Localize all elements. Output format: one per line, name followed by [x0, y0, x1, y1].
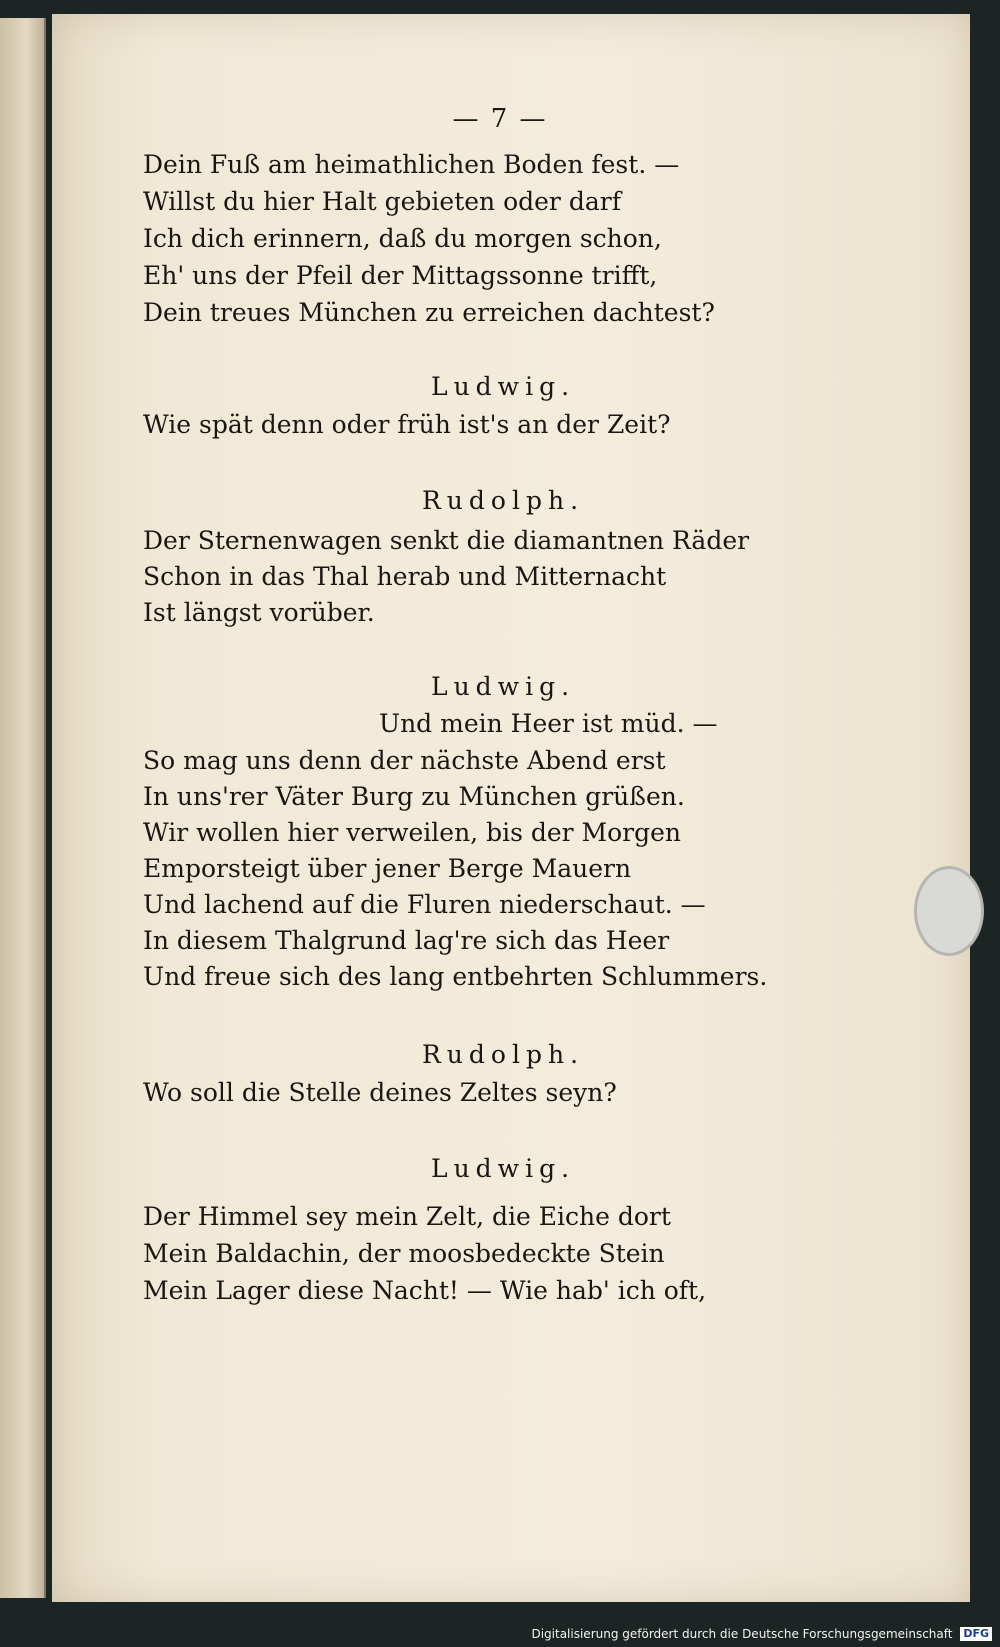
verse-line: Willst du hier Halt gebieten oder darf — [143, 187, 621, 216]
page-edge-blemish — [914, 866, 984, 956]
verse-line: In uns'rer Väter Burg zu München grüßen. — [143, 782, 685, 811]
verse-line: Dein treues München zu erreichen dachtest? — [143, 298, 715, 327]
verse-line: Dein Fuß am heimathlichen Boden fest. — — [143, 150, 680, 179]
verse-line: So mag uns denn der nächste Abend erst — [143, 746, 666, 775]
page-number: — 7 — — [452, 104, 548, 134]
credit-text: Digitalisierung gefördert durch die Deutsche Forschungsgemeinschaft — [531, 1626, 953, 1641]
dfg-logo: DFG — [960, 1627, 992, 1641]
verse-line: Und freue sich des lang entbehrten Schlummers. — [143, 962, 768, 991]
speaker-heading: Ludwig. — [430, 372, 576, 401]
verse-line: Wie spät denn oder früh ist's an der Zeit? — [143, 410, 671, 439]
verse-line: Der Sternenwagen senkt die diamantnen Räder — [143, 526, 750, 555]
verse-line: In diesem Thalgrund lag're sich das Heer — [143, 926, 670, 955]
verse-line: Wo soll die Stelle deines Zeltes seyn? — [143, 1078, 617, 1107]
previous-page-edge — [0, 18, 46, 1598]
verse-line: Ist längst vorüber. — [143, 598, 375, 627]
verse-line: Und lachend auf die Fluren niederschaut. — — [143, 890, 706, 919]
verse-line: Ich dich erinnern, daß du morgen schon, — [143, 224, 662, 253]
verse-line: Schon in das Thal herab und Mitternacht — [143, 562, 667, 591]
verse-line: Eh' uns der Pfeil der Mittagssonne trifft, — [143, 261, 658, 290]
verse-line: Und mein Heer ist müd. — — [379, 709, 718, 738]
verse-line: Mein Lager diese Nacht! — Wie hab' ich oft, — [143, 1276, 707, 1305]
speaker-heading: Rudolph. — [421, 486, 585, 515]
speaker-heading: Rudolph. — [421, 1040, 585, 1069]
speaker-heading: Ludwig. — [430, 672, 576, 701]
verse-line: Wir wollen hier verweilen, bis der Morgen — [143, 818, 682, 847]
verse-line: Der Himmel sey mein Zelt, die Eiche dort — [143, 1202, 671, 1231]
speaker-heading: Ludwig. — [430, 1154, 576, 1183]
verse-line: Emporsteigt über jener Berge Mauern — [143, 854, 632, 883]
digitization-credit — [531, 1627, 992, 1642]
verse-line: Mein Baldachin, der moosbedeckte Stein — [143, 1239, 665, 1268]
